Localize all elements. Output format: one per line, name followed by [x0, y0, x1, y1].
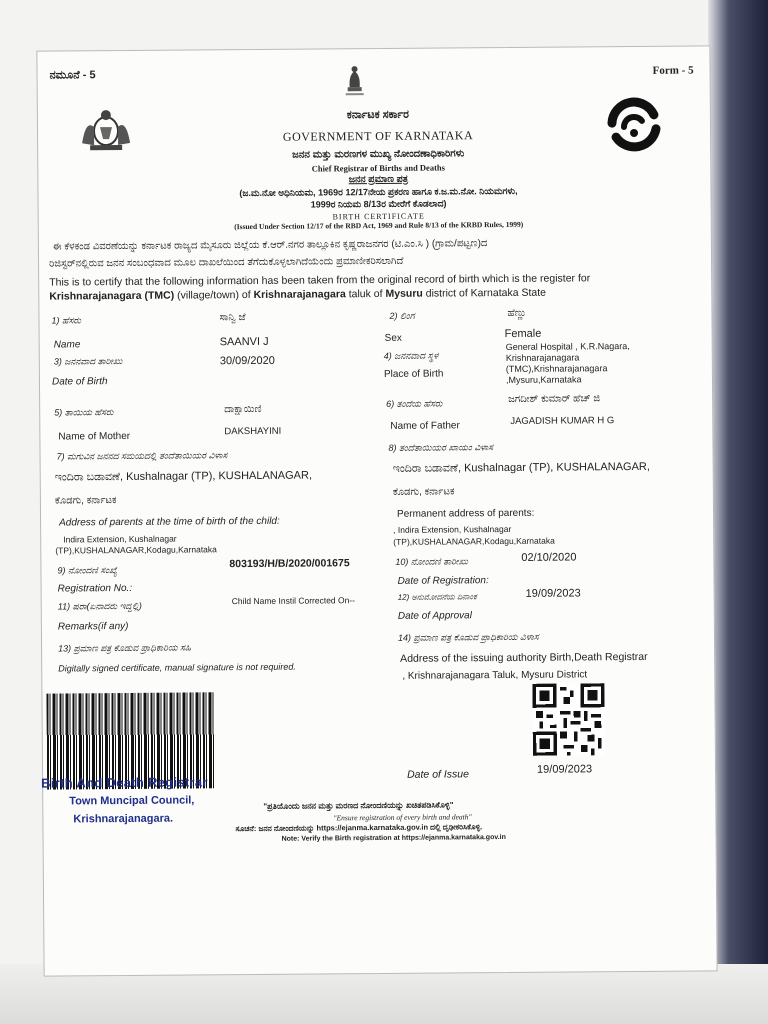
- address-permanent-value-2: (TP),KUSHALANAGAR,Kodagu,Karnataka: [393, 535, 555, 547]
- approval-date-label: Date of Approval: [397, 610, 472, 622]
- mother-label-kn: 5) ತಾಯಿಯ ಹೆಸರು: [54, 407, 114, 418]
- registrar-stamp-line-3: Krishnarajanagara.: [73, 812, 174, 826]
- act-reference-en: (Issued Under Section 12/17 of the RBD Act, 1969 and Rule 8/13 of the KRBD Rules, 1999): [234, 219, 524, 232]
- footer-note-kn: ಸೂಚನೆ: ಜನನ ನೋಂದಣಿಯನ್ನು https://ejanma.karnataka.gov.in ದಲ್ಲಿ ದೃಢೀಕರಿಸಿಕೊಳ್ಳಿ.: [235, 822, 483, 834]
- sex-label: Sex: [384, 332, 402, 344]
- mother-value: DAKSHAYINI: [224, 425, 282, 438]
- name-label-kn: 1) ಹೆಸರು: [51, 315, 82, 326]
- registration-date-label: Date of Registration:: [397, 575, 489, 587]
- address-birth-value-2: (TP),KUSHALANAGAR,Kodagu,Karnataka: [55, 544, 217, 556]
- form-number-en: Form - 5: [652, 64, 694, 77]
- name-value-kn: ಸಾನ್ವಿ ಜೆ: [219, 312, 246, 324]
- signature-label-kn: 13) ಪ್ರಮಾಣ ಪತ್ರ ಕೊಡುವ ಪ್ರಾಧಿಕಾರಿಯ ಸಹಿ: [58, 642, 192, 654]
- authority-label-kn: 14) ಪ್ರಮಾಣ ಪತ್ರ ಕೊಡುವ ಪ್ರಾಧಿಕಾರಿಯ ವಿಳಾಸ: [397, 631, 539, 643]
- karnataka-seal-icon: [76, 105, 136, 153]
- qr-code-image: [532, 683, 605, 756]
- sex-value: Female: [504, 327, 542, 340]
- sex-value-kn: ಹೆಣ್ಣು: [507, 307, 527, 319]
- mother-value-kn: ದಾಕ್ಷಾಯಿಣಿ: [224, 403, 262, 416]
- registration-date-value: 02/10/2020: [521, 551, 577, 564]
- remarks-value: Child Name Instil Corrected On--: [231, 595, 356, 607]
- act-reference-kn-2: 1999ರ ನಿಯಮ 8/13ರ ಮೇರೆಗೆ ಕೊಡಲಾದ): [310, 198, 447, 210]
- remarks-label-kn: 11) ಷರಾ(ಏನಾದರು ಇದ್ದಲ್ಲಿ): [57, 600, 142, 612]
- certificate-title-en: BIRTH CERTIFICATE: [332, 211, 425, 222]
- certificate-title-kn: ಜನನ ಪ್ರಮಾಣ ಪತ್ರ: [348, 173, 409, 186]
- authority-address-1: Address of the issuing authority Birth,Death Registrar: [400, 650, 648, 665]
- address-birth-value-kn-1: ಇಂದಿರಾ ಬಡಾವಣೆ, Kushalnagar (TP), KUSHALANAGAR,: [54, 469, 313, 484]
- national-emblem-icon: [339, 65, 369, 99]
- approval-date-value: 19/09/2023: [525, 587, 581, 600]
- approval-date-label-kn: 12) ಅನುಮೋದನೆಯ ದಿನಾಂಕ: [397, 592, 477, 602]
- birth-certificate-sheet: [36, 45, 717, 976]
- certify-text-en-1: This is to certify that the following information has been taken from the original record of birth which is the register for: [49, 272, 591, 289]
- certify-text-en-2: Krishnarajanagara (TMC) (village/town) of Krishnarajanagara taluk of Mysuru district of Karnataka State: [49, 286, 547, 303]
- government-title-en: GOVERNMENT OF KARNATAKA: [282, 128, 474, 144]
- chief-registrar-en: Chief Registrar of Births and Deaths: [311, 162, 445, 174]
- authority-address-2: , Krishnarajanagara Taluk, Mysuru District: [402, 669, 588, 682]
- address-birth-value-1: Indira Extension, Kushalnagar: [63, 533, 177, 545]
- form-number-kn: ನಮೂನೆ - 5: [49, 69, 96, 82]
- pob-label-kn: 4) ಜನನವಾದ ಸ್ಥಳ: [383, 350, 439, 361]
- address-permanent-label-kn: 8) ತಂದೆತಾಯಿಯರ ಖಾಯಂ ವಿಳಾಸ: [388, 442, 493, 453]
- signature-note: Digitally signed certificate, manual signature is not required.: [58, 661, 296, 674]
- dob-label: Date of Birth: [51, 376, 108, 388]
- footer-slogan-kn: "ಪ್ರತಿಯೊಂದು ಜನನ ಮತ್ತು ಮರಣದ ನೋಂದಣಿಯನ್ನು ಖಚಿತಪಡಿಸಿಕೊಳ್ಳಿ": [263, 800, 454, 811]
- dob-value: 30/09/2020: [219, 354, 275, 368]
- certify-taluk: Krishnarajanagara: [253, 288, 346, 301]
- government-title-kn: ಕರ್ನಾಟಕ ಸರ್ಕಾರ: [346, 108, 409, 122]
- certify-text-kn-1: ಈ ಕೆಳಕಂಡ ವಿವರಣೆಯನ್ನು ಕರ್ನಾಟಕ ರಾಜ್ಯದ ಮೈಸೂರು ಜಿಲ್ಲೆಯ ಕೆ.ಆರ್.ನಗರ ತಾಲ್ಲೂಕಿನ ಕೃಷ್ಣರಾಜನಗರ (ಟಿ.ಎಂ.ಸಿ ) (ಗ್ರಾಮ/ಪಟ್ಟಣ)ದ: [52, 238, 488, 253]
- background-edge: [708, 0, 768, 1024]
- pob-value: General Hospital , K.R.Nagara, Krishnarajanagara (TMC),Krishnarajanagara ,Mysuru,Karnataka: [505, 341, 630, 385]
- registration-date-label-kn: 10) ನೋಂದಣಿ ತಾರೀಖು: [395, 556, 469, 567]
- address-birth-label-kn: 7) ಮಗುವಿನ ಜನನದ ಸಮಯದಲ್ಲಿ ತಂದೆತಾಯಿಯರ ವಿಳಾಸ: [56, 450, 228, 462]
- address-permanent-label: Permanent address of parents:: [396, 507, 535, 520]
- issue-date-value: 19/09/2023: [536, 763, 593, 776]
- registration-no-label-kn: 9) ನೋಂದಣಿ ಸಂಖ್ಯೆ: [57, 565, 118, 576]
- ejanma-logo-icon: [602, 93, 667, 158]
- footer-slogan-en: "Ensure registration of every birth and death": [333, 812, 472, 823]
- registrar-stamp-line-1: Birth And Death Registrar: [41, 774, 208, 791]
- address-birth-value-kn-2: ಕೊಡಗು, ಕರ್ನಾಟಕ: [54, 495, 117, 507]
- registrar-stamp-line-2: Town Muncipal Council,: [69, 794, 195, 808]
- address-birth-label: Address of parents at the time of birth of the child:: [59, 515, 280, 529]
- act-reference-kn-1: (ಜ.ಮ.ನೋ ಅಧಿನಿಯಮ, 1969ರ 12/17ನೇಯ ಪ್ರಕರಣ ಹಾಗೂ ಕ.ಜ.ಮ.ನೋ. ನಿಯಮಗಳು,: [239, 185, 518, 199]
- father-value-kn: ಜಗದೀಶ್ ಕುಮಾರ್ ಹೆಚ್ ಜಿ: [508, 393, 601, 405]
- address-permanent-value-1: , Indira Extension, Kushalnagar: [393, 523, 512, 535]
- name-label: Name: [53, 339, 81, 351]
- mother-label: Name of Mother: [58, 430, 131, 443]
- father-label: Name of Father: [390, 420, 460, 432]
- father-label-kn: 6) ತಂದೆಯ ಹೆಸರು: [386, 398, 443, 409]
- chief-registrar-kn: ಜನನ ಮತ್ತು ಮರಣಗಳ ಮುಖ್ಯ ನೋಂದಣಾಧಿಕಾರಿಗಳು: [292, 148, 465, 161]
- address-permanent-value-kn-1: ಇಂದಿರಾ ಬಡಾವಣೆ, Kushalnagar (TP), KUSHALANAGAR,: [392, 460, 650, 475]
- sex-label-kn: 2) ಲಿಂಗ: [389, 310, 415, 321]
- registration-no-value: 803193/H/B/2020/001675: [229, 557, 350, 571]
- address-permanent-value-kn-2: ಕೊಡಗು, ಕರ್ನಾಟಕ: [392, 486, 455, 498]
- dob-label-kn: 3) ಜನನವಾದ ತಾರೀಖು: [53, 355, 123, 367]
- certify-district: Mysuru: [385, 287, 423, 300]
- certify-place: Krishnarajanagara (TMC): [49, 289, 175, 303]
- certify-text-kn-2: ರಿಜಿಸ್ಟರ್‌ನಲ್ಲಿರುವ ಜನನ ಸಂಬಂಧವಾದ ಮೂಲ ದಾಖಲೆಯಿಂದ ತೆಗೆದುಕೊಳ್ಳಲಾಗಿದೆಯೆಂದು ಪ್ರಮಾಣೀಕರಿಸಲಾಗಿದೆ: [49, 255, 404, 270]
- registration-no-label: Registration No.:: [57, 582, 133, 595]
- issue-date-label: Date of Issue: [407, 768, 469, 781]
- father-value: JAGADISH KUMAR H G: [510, 415, 615, 427]
- name-value: SAANVI J: [219, 335, 269, 349]
- pob-label: Place of Birth: [383, 368, 444, 380]
- footer-note-en: Note: Verify the Birth registration at https://ejanma.karnataka.gov.in: [281, 833, 506, 843]
- remarks-label: Remarks(if any): [57, 620, 129, 633]
